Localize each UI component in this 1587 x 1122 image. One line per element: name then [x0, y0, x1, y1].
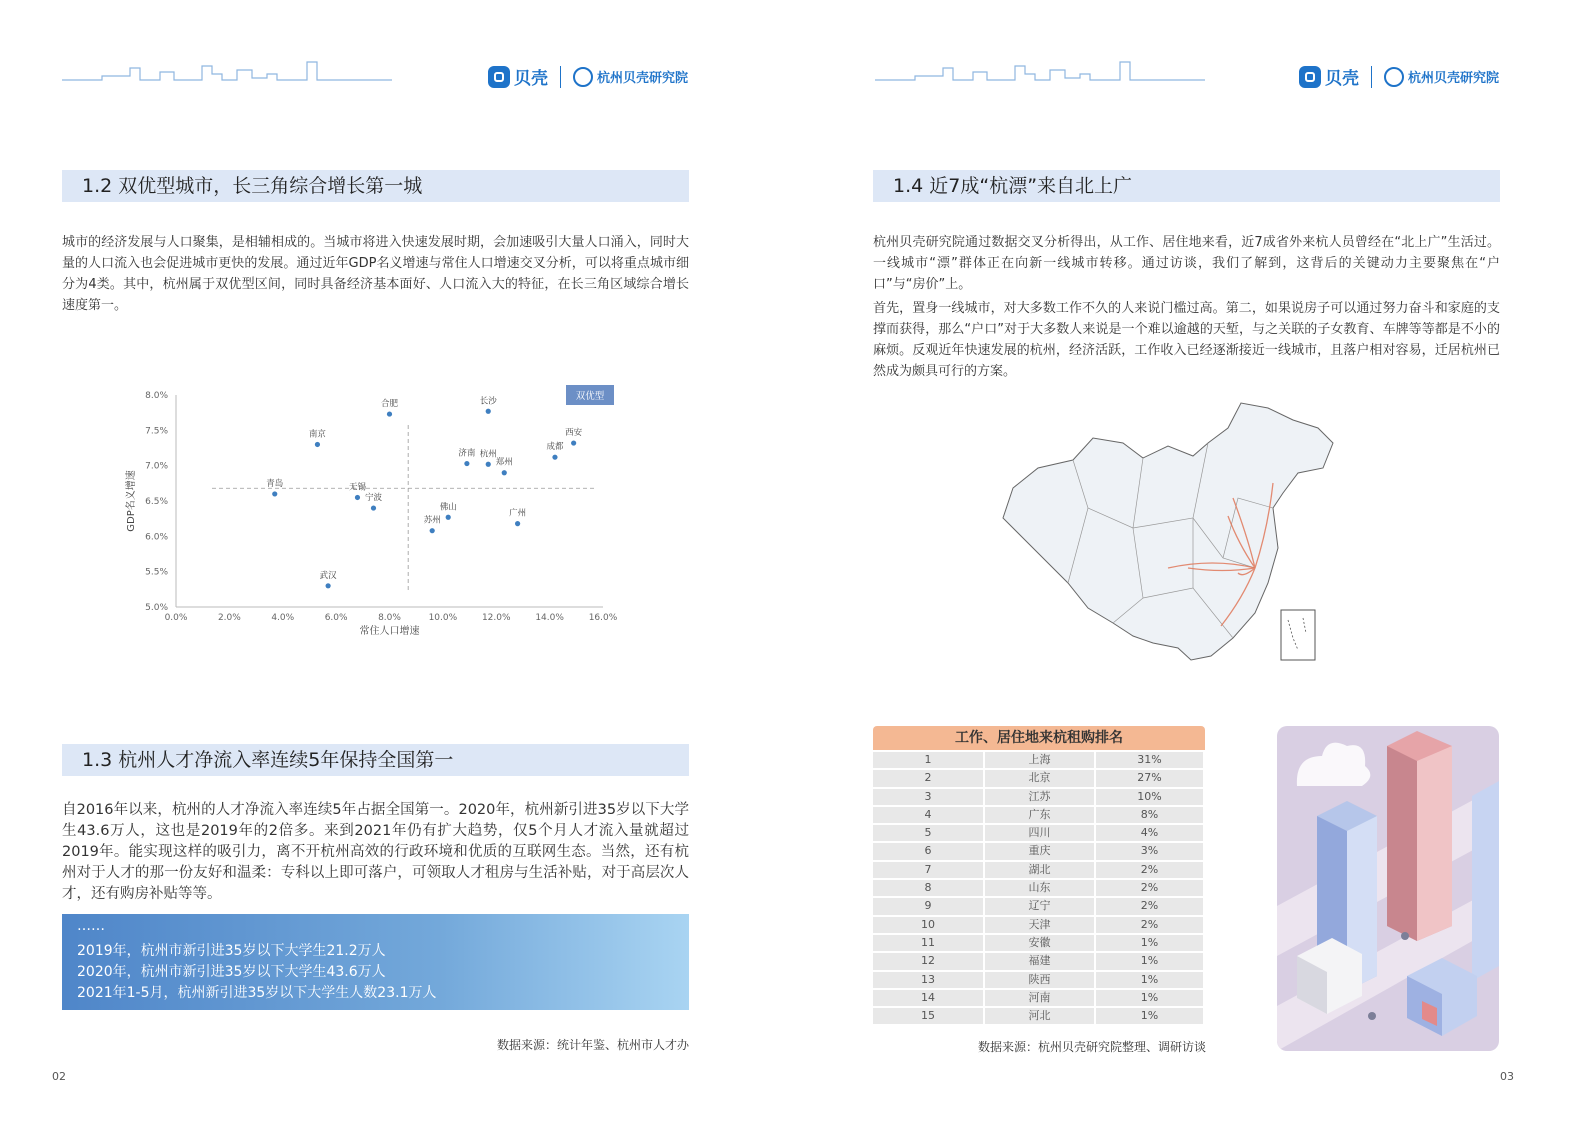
south-china-sea-inset [1281, 610, 1315, 660]
table-row [873, 843, 1205, 859]
share-cell: 1% [1096, 990, 1203, 1006]
table-row [873, 789, 1205, 805]
region-cell: 湖北 [985, 862, 1094, 878]
x-tick-label: 12.0% [481, 613, 511, 623]
rank-cell: 7 [873, 862, 983, 878]
left-page [0, 0, 793, 1122]
y-tick-label: 8.0% [145, 391, 168, 401]
right-page [793, 0, 1587, 1122]
rank-cell: 9 [873, 898, 983, 914]
point-label: 杭州 [479, 449, 497, 460]
x-tick-label: 0.0% [164, 613, 188, 623]
data-point [387, 411, 392, 416]
y-tick-label: 7.5% [145, 426, 168, 437]
data-source: 数据来源：杭州贝壳研究院整理、调研访谈 [978, 1040, 1207, 1054]
share-cell: 27% [1096, 770, 1203, 786]
table-row [873, 752, 1205, 768]
y-tick-label: 7.0% [145, 461, 168, 472]
beike-logo-icon [1299, 66, 1321, 88]
share-cell: 2% [1096, 862, 1203, 878]
rank-cell: 8 [873, 880, 983, 896]
rank-table [873, 726, 1205, 1024]
x-tick-label: 8.0% [378, 613, 401, 623]
scatter-chart [118, 380, 628, 645]
data-point [464, 461, 469, 466]
institute-logo-icon [1384, 67, 1404, 87]
page-number: 03 [1500, 1070, 1514, 1083]
city-illustration [1277, 726, 1499, 1051]
x-tick-label: 16.0% [588, 613, 618, 623]
table-row [873, 1008, 1205, 1024]
share-cell: 2% [1096, 880, 1203, 896]
region-cell: 上海 [985, 752, 1094, 768]
point-label: 合肥 [380, 399, 399, 410]
point-label: 宁波 [364, 493, 382, 504]
share-cell: 4% [1096, 825, 1203, 841]
share-cell: 2% [1096, 898, 1203, 914]
data-point [272, 491, 277, 496]
data-point [502, 470, 507, 475]
rank-cell: 3 [873, 789, 983, 805]
institute-logo-icon [573, 67, 593, 87]
x-axis-label: 常住人口增速 [359, 626, 420, 637]
x-tick-label: 14.0% [535, 613, 564, 623]
region-cell: 安徽 [985, 935, 1094, 951]
rank-cell: 13 [873, 972, 983, 988]
data-point [515, 521, 520, 526]
table-row [873, 807, 1205, 823]
share-cell: 31% [1096, 752, 1203, 768]
institute-name: 杭州贝壳研究院 [1408, 71, 1500, 86]
rank-cell: 6 [873, 843, 983, 859]
region-cell: 北京 [985, 770, 1094, 786]
data-source: 数据来源：统计年鉴、杭州市人才办 [497, 1038, 690, 1052]
table-row [873, 770, 1205, 786]
region-cell: 江苏 [985, 789, 1094, 805]
data-point [446, 515, 451, 520]
rank-cell: 1 [873, 752, 983, 768]
section-title-1-4: 1.4 近7成“杭漂”来自北上广 [873, 170, 1500, 202]
share-cell: 1% [1096, 953, 1203, 969]
data-point [371, 505, 376, 510]
point-label: 成都 [546, 442, 564, 453]
region-cell: 重庆 [985, 843, 1094, 859]
share-cell: 1% [1096, 935, 1203, 951]
y-axis-label: GDP名义增速 [126, 470, 137, 532]
data-point [355, 495, 360, 500]
quote-line: 2021年1-5月，杭州新引进35岁以下大学生人数23.1万人 [77, 985, 437, 1001]
region-cell: 河南 [985, 990, 1094, 1006]
rank-cell: 5 [873, 825, 983, 841]
region-cell: 河北 [985, 1008, 1094, 1024]
region-cell: 四川 [985, 825, 1094, 841]
skyline-decoration [875, 58, 1205, 86]
skyline-decoration [62, 58, 392, 86]
table-row [873, 898, 1205, 914]
share-cell: 3% [1096, 843, 1203, 859]
point-label: 苏州 [423, 515, 441, 526]
section-title-1-3: 1.3 杭州人才净流入率连续5年保持全国第一 [62, 744, 689, 776]
annotation-label: 双优型 [575, 391, 605, 402]
table-title: 工作、居住地来杭租购排名 [873, 726, 1205, 750]
rank-cell: 15 [873, 1008, 983, 1024]
point-label: 青岛 [266, 478, 284, 489]
quote-ellipsis: …… [77, 918, 105, 934]
x-tick-label: 6.0% [324, 613, 348, 623]
table-row [873, 972, 1205, 988]
region-cell: 广东 [985, 807, 1094, 823]
beike-logo-icon [488, 66, 510, 88]
region-cell: 山东 [985, 880, 1094, 896]
data-point [315, 442, 320, 447]
table-body [873, 752, 1205, 1024]
logo-divider [1371, 66, 1372, 88]
data-point [430, 528, 435, 533]
rank-cell: 12 [873, 953, 983, 969]
logo-divider [560, 66, 561, 88]
quote-line: 2019年，杭州市新引进35岁以下大学生21.2万人 [77, 943, 386, 959]
point-label: 南京 [308, 429, 326, 440]
region-cell: 天津 [985, 917, 1094, 933]
share-cell: 1% [1096, 1008, 1203, 1024]
table-row [873, 917, 1205, 933]
x-tick-label: 2.0% [217, 613, 241, 623]
point-label: 武汉 [319, 570, 337, 581]
table-row [873, 880, 1205, 896]
data-point [571, 440, 576, 445]
point-label: 郑州 [495, 457, 513, 468]
point-label: 西安 [565, 428, 583, 439]
table-row [873, 825, 1205, 841]
point-label: 佛山 [439, 502, 457, 513]
rank-cell: 4 [873, 807, 983, 823]
x-tick-label: 10.0% [428, 613, 458, 623]
table-row [873, 935, 1205, 951]
data-point [486, 409, 491, 414]
section-1-4-paragraph-1: 杭州贝壳研究院通过数据交叉分析得出，从工作、居住地来看，近7成省外来杭人员曾经在“北上广”生活过。一线城市“漂”群体正在向新一线城市转移。通过访谈，我们了解到，这背后的关键动力主要聚焦在“户口”与“房价”上。 [873, 235, 1500, 292]
y-tick-label: 5.0% [145, 603, 168, 613]
y-tick-label: 6.0% [145, 532, 168, 543]
data-point [486, 462, 491, 467]
rank-cell: 11 [873, 935, 983, 951]
x-tick-label: 4.0% [271, 613, 295, 623]
region-cell: 陕西 [985, 972, 1094, 988]
point-label: 济南 [458, 448, 476, 459]
rank-cell: 10 [873, 917, 983, 933]
table-row [873, 862, 1205, 878]
institute-name: 杭州贝壳研究院 [597, 71, 689, 86]
y-tick-label: 6.5% [145, 497, 168, 507]
brand-name: 贝壳 [514, 69, 548, 89]
quote-line: 2020年，杭州市新引进35岁以下大学生43.6万人 [77, 964, 386, 980]
section-1-3-paragraph: 自2016年以来，杭州的人才净流入率连续5年占据全国第一。2020年，杭州新引进35岁以下大学生43.6万人，这也是2019年的2倍多。来到2021年仍有扩大趋势，仅5个月人才流入量就超过2019年。能实现这样的吸引力，离不开杭州高效的行政环境和优质的互联网生态。当然，还有杭州对于人才的那一份友好和温柔：专科以上即可落户，可领取人才租房与生活补贴，对于高层次人才，还有购房补贴等等。 [62, 802, 689, 902]
data-point [552, 455, 557, 460]
share-cell: 1% [1096, 972, 1203, 988]
data-point [326, 583, 331, 588]
rank-cell: 2 [873, 770, 983, 786]
rank-cell: 14 [873, 990, 983, 1006]
point-label: 无锡 [348, 482, 366, 493]
point-label: 广州 [509, 508, 527, 519]
page-number: 02 [52, 1070, 66, 1083]
table-row [873, 990, 1205, 1006]
region-cell: 福建 [985, 953, 1094, 969]
share-cell: 2% [1096, 917, 1203, 933]
section-1-2-paragraph: 城市的经济发展与人口聚集，是相辅相成的。当城市将进入快速发展时期，会加速吸引大量人口涌入，同时大量的人口流入也会促进城市更快的发展。通过近年GDP名义增速与常住人口增速交叉分析，可以将重点城市细分为4类。其中，杭州属于双优型区间，同时具备经济基本面好、人口流入大的特征，在长三角区域综合增长速度第一。 [62, 235, 689, 313]
point-label: 长沙 [479, 396, 497, 407]
brand-name: 贝壳 [1325, 69, 1359, 89]
header-logo [1299, 64, 1499, 89]
table-row [873, 953, 1205, 969]
quote-box [62, 914, 689, 1010]
header-logo [488, 64, 688, 89]
share-cell: 8% [1096, 807, 1203, 823]
y-tick-label: 5.5% [145, 567, 168, 578]
region-cell: 辽宁 [985, 898, 1094, 914]
share-cell: 10% [1096, 789, 1203, 805]
section-title-1-2: 1.2 双优型城市，长三角综合增长第一城 [62, 170, 689, 202]
section-1-4-paragraph-2: 首先，置身一线城市，对大多数工作不久的人来说门槛过高。第二，如果说房子可以通过努力奋斗和家庭的支撑而获得，那么“户口”对于大多数人来说是一个难以逾越的天堑，与之关联的子女教育、车牌等等都是不小的麻烦。反观近年快速发展的杭州，经济活跃，工作收入已经逐渐接近一线城市，且落户相对容易，迁居杭州已然成为颇具可行的方案。 [873, 301, 1500, 379]
china-migration-map [993, 398, 1338, 666]
